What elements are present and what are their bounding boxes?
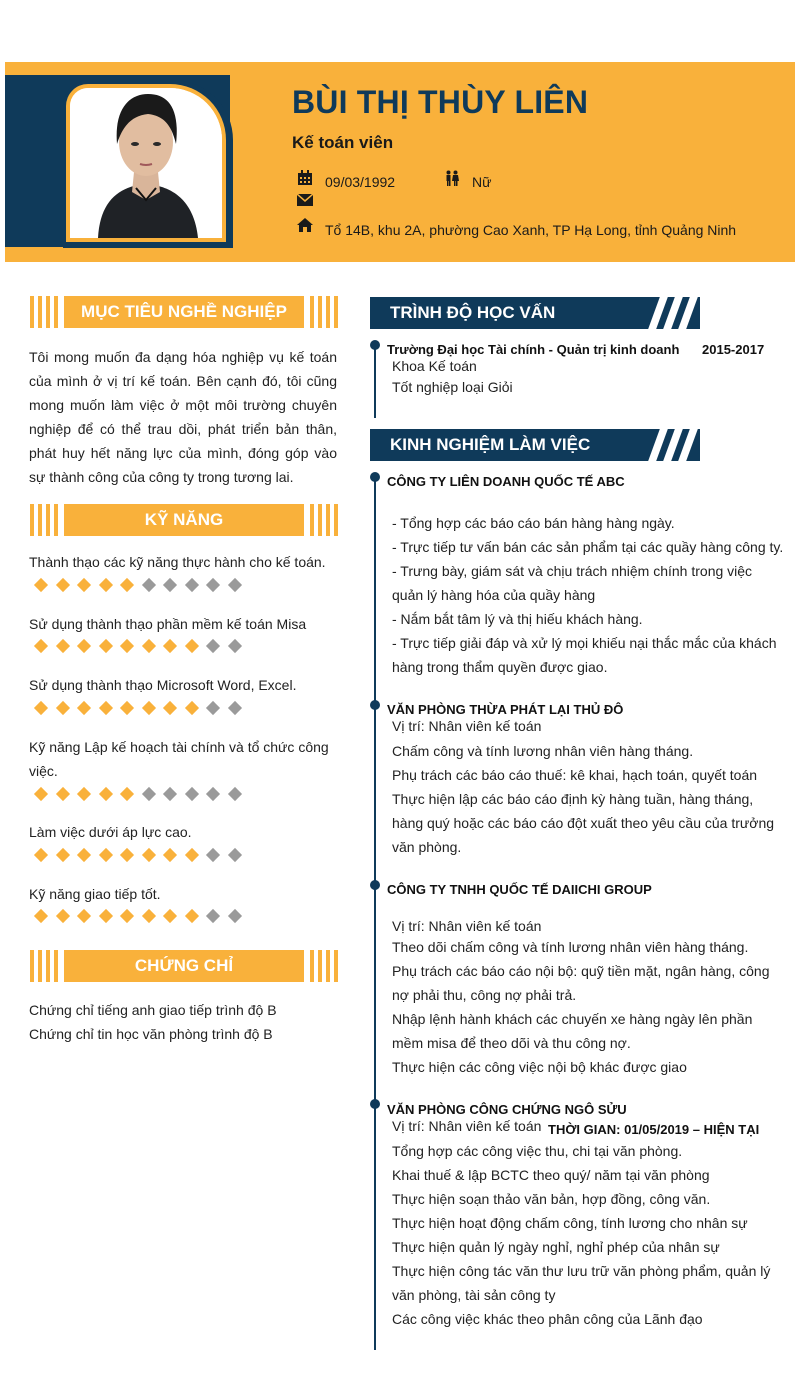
rating-diamond-empty bbox=[183, 786, 205, 804]
envelope-icon bbox=[297, 193, 313, 205]
education-heading bbox=[370, 297, 700, 329]
timeline-dot bbox=[370, 1099, 380, 1109]
company-name: CÔNG TY LIÊN DOANH QUỐC TẾ ABC bbox=[387, 474, 625, 489]
experience-heading-label: KINH NGHIỆM LÀM VIỆC bbox=[390, 435, 591, 454]
rating-diamond-filled bbox=[32, 908, 54, 926]
skill-rating bbox=[32, 577, 247, 595]
skill-rating bbox=[32, 908, 247, 926]
duty-line: - Nắm bắt tâm lý và thị hiếu khách hàng. bbox=[392, 611, 643, 627]
rating-diamond-filled bbox=[118, 700, 140, 718]
rating-diamond-filled bbox=[32, 786, 54, 804]
rating-diamond-filled bbox=[54, 638, 76, 656]
rating-diamond-empty bbox=[226, 700, 248, 718]
rating-diamond-filled bbox=[97, 847, 119, 865]
skill-label: Sử dụng thành thạo Microsoft Word, Excel. bbox=[29, 677, 297, 693]
skill-label: Kỹ năng Lập kế hoạch tài chính và tổ chức công việc. bbox=[29, 739, 329, 779]
skill-rating bbox=[32, 638, 247, 656]
rating-diamond-empty bbox=[204, 786, 226, 804]
company-name: VĂN PHÒNG CÔNG CHỨNG NGÔ SỬU bbox=[387, 1102, 627, 1117]
rating-diamond-filled bbox=[75, 786, 97, 804]
rating-diamond-filled bbox=[75, 577, 97, 595]
rating-diamond-filled bbox=[97, 786, 119, 804]
duty-line: Khai thuế & lập BCTC theo quý/ năm tại văn phòng bbox=[392, 1167, 710, 1183]
rating-diamond-empty bbox=[140, 786, 162, 804]
skill-rating bbox=[32, 700, 247, 718]
education-faculty: Khoa Kế toán bbox=[392, 358, 477, 374]
objective-heading-label: MỤC TIÊU NGHỀ NGHIỆP bbox=[64, 296, 304, 328]
rating-diamond-filled bbox=[97, 638, 119, 656]
rating-diamond-filled bbox=[140, 908, 162, 926]
skill-rating bbox=[32, 786, 247, 804]
rating-diamond-filled bbox=[75, 908, 97, 926]
timeline-dot bbox=[370, 880, 380, 890]
rating-diamond-empty bbox=[204, 700, 226, 718]
rating-diamond-empty bbox=[204, 908, 226, 926]
rating-diamond-filled bbox=[161, 700, 183, 718]
rating-diamond-filled bbox=[161, 908, 183, 926]
rating-diamond-empty bbox=[161, 577, 183, 595]
rating-diamond-filled bbox=[118, 638, 140, 656]
birthdate: 09/03/1992 bbox=[325, 174, 396, 190]
duty-line: Theo dõi chấm công và tính lương nhân viên hàng tháng. bbox=[392, 939, 749, 955]
rating-diamond-filled bbox=[75, 638, 97, 656]
rating-diamond-filled bbox=[161, 638, 183, 656]
gender: Nữ bbox=[472, 174, 492, 190]
education-heading-label: TRÌNH ĐỘ HỌC VẤN bbox=[390, 303, 556, 322]
duty-line: Chấm công và tính lương nhân viên hàng tháng. bbox=[392, 743, 694, 759]
job-position: Vị trí: Nhân viên kế toán bbox=[392, 718, 542, 734]
duty-line: - Trưng bày, giám sát và chịu trách nhiệm chính trong việc quản lý hàng hóa của quầy hàng bbox=[392, 563, 753, 603]
job-duties bbox=[392, 511, 784, 679]
rating-diamond-empty bbox=[204, 638, 226, 656]
candidate-name: BÙI THỊ THÙY LIÊN bbox=[292, 84, 589, 120]
rating-diamond-filled bbox=[183, 908, 205, 926]
rating-diamond-filled bbox=[140, 847, 162, 865]
rating-diamond-filled bbox=[54, 577, 76, 595]
rating-diamond-filled bbox=[97, 908, 119, 926]
duty-line: Thực hiện công tác văn thư lưu trữ văn phòng phẩm, quản lý văn phòng, tài sản công ty bbox=[392, 1263, 771, 1303]
duty-line: - Trực tiếp tư vấn bán các sản phẩm tại các quầy hàng công ty. bbox=[392, 539, 784, 555]
duty-line: Thực hiện lập các báo cáo định kỳ hàng tuần, hàng tháng, hàng quý hoặc các báo cáo đột xuất theo yêu cầu của trưởng văn phòng. bbox=[392, 791, 775, 855]
duty-line: Thực hiện quản lý ngày nghỉ, nghỉ phép của nhân sự bbox=[392, 1239, 720, 1255]
duty-line: Tổng hợp các công việc thu, chi tại văn phòng. bbox=[392, 1143, 683, 1159]
certificate-item: Chứng chỉ tin học văn phòng trình độ B bbox=[29, 1026, 273, 1042]
job-duties bbox=[392, 935, 784, 1079]
rating-diamond-filled bbox=[97, 700, 119, 718]
rating-diamond-filled bbox=[183, 700, 205, 718]
duty-line: Nhập lệnh hành khách các chuyến xe hàng ngày lên phần mềm misa để theo dõi và thu công nợ. bbox=[392, 1011, 753, 1051]
certificates-heading-label: CHỨNG CHỈ bbox=[64, 950, 304, 982]
duty-line: Phụ trách các báo cáo thuế: kê khai, hạch toán, quyết toán bbox=[392, 767, 758, 783]
avatar bbox=[70, 88, 222, 238]
skill-label: Làm việc dưới áp lực cao. bbox=[29, 824, 192, 840]
timeline-dot bbox=[370, 472, 380, 482]
objective-text: Tôi mong muốn đa dạng hóa nghiệp vụ kế toán của mình ở vị trí kế toán. Bên cạnh đó, tôi cũng mong muốn làm việc ở một môi trường chuyên nghiệp để có thể trau dồi, phát triển bản thân, phát huy hết năng lực của mình, đóng góp vào sự thành công của công ty trong tương lai. bbox=[29, 349, 337, 485]
certificate-item: Chứng chỉ tiếng anh giao tiếp trình độ B bbox=[29, 1002, 277, 1018]
skills-heading bbox=[30, 504, 336, 536]
rating-diamond-empty bbox=[140, 577, 162, 595]
education-timeline bbox=[374, 345, 376, 418]
address: Tổ 14B, khu 2A, phường Cao Xanh, TP Hạ Long, tỉnh Quảng Ninh bbox=[325, 222, 737, 238]
rating-diamond-filled bbox=[54, 786, 76, 804]
certificates-heading bbox=[30, 950, 336, 982]
rating-diamond-filled bbox=[54, 847, 76, 865]
rating-diamond-empty bbox=[204, 847, 226, 865]
rating-diamond-filled bbox=[97, 577, 119, 595]
duty-line: - Trực tiếp giải đáp và xử lý mọi khiếu nại thắc mắc của khách hàng trong thẩm quyền được giao. bbox=[392, 635, 777, 675]
rating-diamond-empty bbox=[226, 908, 248, 926]
rating-diamond-empty bbox=[226, 638, 248, 656]
rating-diamond-filled bbox=[32, 700, 54, 718]
job-position: Vị trí: Nhân viên kế toán bbox=[392, 918, 542, 934]
home-icon bbox=[297, 218, 313, 234]
job-period: THỜI GIAN: 01/05/2019 – HIỆN TẠI bbox=[548, 1122, 760, 1137]
timeline-dot bbox=[370, 340, 380, 350]
rating-diamond-filled bbox=[75, 847, 97, 865]
duty-line: - Tổng hợp các báo cáo bán hàng hàng ngày. bbox=[392, 515, 675, 531]
skill-label: Thành thạo các kỹ năng thực hành cho kế toán. bbox=[29, 554, 326, 570]
rating-diamond-filled bbox=[183, 847, 205, 865]
rating-diamond-empty bbox=[161, 786, 183, 804]
rating-diamond-filled bbox=[183, 638, 205, 656]
rating-diamond-filled bbox=[54, 908, 76, 926]
people-icon bbox=[444, 170, 460, 186]
school-name: Trường Đại học Tài chính - Quản trị kinh doanh bbox=[387, 342, 680, 357]
rating-diamond-filled bbox=[32, 847, 54, 865]
rating-diamond-filled bbox=[32, 577, 54, 595]
duty-line: Thực hiện soạn thảo văn bản, hợp đồng, công văn. bbox=[392, 1191, 711, 1207]
rating-diamond-filled bbox=[32, 638, 54, 656]
education-period: 2015-2017 bbox=[702, 342, 765, 357]
rating-diamond-filled bbox=[118, 908, 140, 926]
duty-line: Phụ trách các báo cáo nội bộ: quỹ tiền mặt, ngân hàng, công nợ phải thu, công nợ phải trả. bbox=[392, 963, 770, 1003]
rating-diamond-filled bbox=[140, 638, 162, 656]
education-result: Tốt nghiệp loại Giỏi bbox=[392, 379, 513, 395]
company-name: VĂN PHÒNG THỪA PHÁT LẠI THỦ ĐÔ bbox=[387, 702, 624, 717]
timeline-dot bbox=[370, 700, 380, 710]
rating-diamond-filled bbox=[118, 577, 140, 595]
company-name: CÔNG TY TNHH QUỐC TẾ DAIICHI GROUP bbox=[387, 882, 652, 897]
rating-diamond-empty bbox=[183, 577, 205, 595]
rating-diamond-empty bbox=[226, 847, 248, 865]
rating-diamond-filled bbox=[140, 700, 162, 718]
rating-diamond-empty bbox=[226, 786, 248, 804]
rating-diamond-filled bbox=[118, 847, 140, 865]
calendar-icon bbox=[297, 170, 313, 186]
duty-line: Thực hiện hoạt động chấm công, tính lương cho nhân sự bbox=[392, 1215, 748, 1231]
experience-timeline bbox=[374, 478, 376, 1350]
skill-label: Sử dụng thành thạo phần mềm kế toán Misa bbox=[29, 616, 307, 632]
rating-diamond-filled bbox=[54, 700, 76, 718]
skills-heading-label: KỸ NĂNG bbox=[64, 504, 304, 536]
skill-rating bbox=[32, 847, 247, 865]
rating-diamond-empty bbox=[204, 577, 226, 595]
job-position: Vị trí: Nhân viên kế toán bbox=[392, 1118, 542, 1134]
duty-line: Thực hiện các công việc nội bộ khác được giao bbox=[392, 1059, 687, 1075]
job-duties bbox=[392, 1139, 784, 1331]
rating-diamond-filled bbox=[75, 700, 97, 718]
skill-label: Kỹ năng giao tiếp tốt. bbox=[29, 886, 161, 902]
rating-diamond-filled bbox=[118, 786, 140, 804]
experience-heading bbox=[370, 429, 700, 461]
job-title: Kế toán viên bbox=[292, 133, 394, 152]
rating-diamond-empty bbox=[226, 577, 248, 595]
duty-line: Các công việc khác theo phân công của Lãnh đạo bbox=[392, 1311, 703, 1327]
objective-heading bbox=[30, 296, 336, 328]
rating-diamond-filled bbox=[161, 847, 183, 865]
job-duties bbox=[392, 739, 784, 859]
